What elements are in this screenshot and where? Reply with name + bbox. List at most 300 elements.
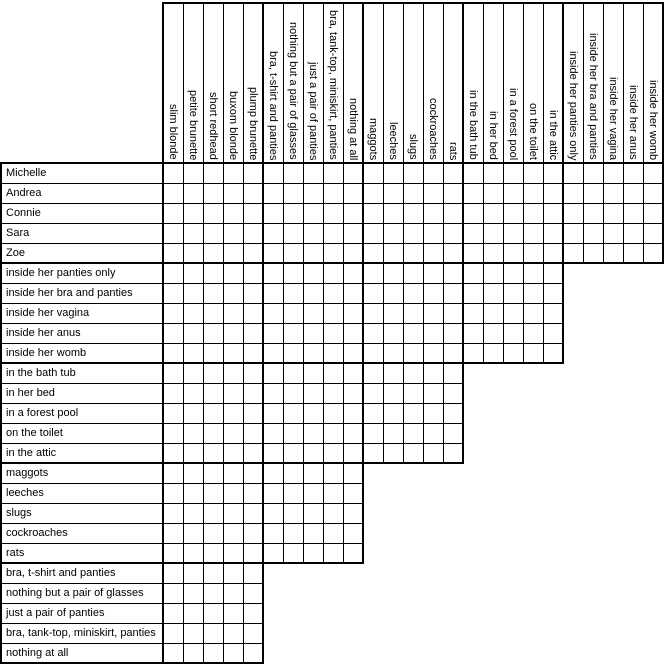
grid-cell[interactable] bbox=[424, 444, 442, 462]
grid-cell[interactable] bbox=[344, 424, 362, 442]
grid-cell[interactable] bbox=[524, 264, 542, 282]
grid-cell[interactable] bbox=[224, 164, 242, 182]
grid-cell[interactable] bbox=[264, 424, 282, 442]
grid-cell[interactable] bbox=[644, 244, 662, 262]
grid-cell[interactable] bbox=[264, 224, 282, 242]
grid-cell[interactable] bbox=[164, 464, 182, 482]
grid-cell[interactable] bbox=[184, 284, 202, 302]
grid-cell[interactable] bbox=[424, 424, 442, 442]
grid-cell[interactable] bbox=[264, 384, 282, 402]
grid-cell[interactable] bbox=[444, 444, 462, 462]
grid-cell[interactable] bbox=[244, 564, 262, 582]
grid-cell[interactable] bbox=[264, 244, 282, 262]
grid-cell[interactable] bbox=[184, 324, 202, 342]
grid-cell[interactable] bbox=[644, 164, 662, 182]
grid-cell[interactable] bbox=[164, 184, 182, 202]
grid-cell[interactable] bbox=[484, 204, 502, 222]
grid-cell[interactable] bbox=[444, 244, 462, 262]
grid-cell[interactable] bbox=[464, 184, 482, 202]
grid-cell[interactable] bbox=[324, 264, 342, 282]
grid-cell[interactable] bbox=[284, 504, 302, 522]
grid-cell[interactable] bbox=[484, 264, 502, 282]
grid-cell[interactable] bbox=[204, 204, 222, 222]
grid-cell[interactable] bbox=[264, 164, 282, 182]
grid-cell[interactable] bbox=[484, 224, 502, 242]
grid-cell[interactable] bbox=[444, 344, 462, 362]
grid-cell[interactable] bbox=[204, 264, 222, 282]
grid-cell[interactable] bbox=[264, 264, 282, 282]
grid-cell[interactable] bbox=[484, 244, 502, 262]
grid-cell[interactable] bbox=[424, 384, 442, 402]
grid-cell[interactable] bbox=[244, 224, 262, 242]
grid-cell[interactable] bbox=[304, 484, 322, 502]
grid-cell[interactable] bbox=[304, 464, 322, 482]
grid-cell[interactable] bbox=[164, 424, 182, 442]
grid-cell[interactable] bbox=[344, 364, 362, 382]
grid-cell[interactable] bbox=[384, 304, 402, 322]
grid-cell[interactable] bbox=[284, 344, 302, 362]
grid-cell[interactable] bbox=[364, 224, 382, 242]
grid-cell[interactable] bbox=[364, 204, 382, 222]
grid-cell[interactable] bbox=[284, 264, 302, 282]
grid-cell[interactable] bbox=[464, 284, 482, 302]
grid-cell[interactable] bbox=[184, 424, 202, 442]
grid-cell[interactable] bbox=[304, 364, 322, 382]
grid-cell[interactable] bbox=[324, 444, 342, 462]
grid-cell[interactable] bbox=[204, 644, 222, 662]
grid-cell[interactable] bbox=[504, 344, 522, 362]
grid-cell[interactable] bbox=[164, 164, 182, 182]
grid-cell[interactable] bbox=[384, 184, 402, 202]
grid-cell[interactable] bbox=[264, 304, 282, 322]
grid-cell[interactable] bbox=[264, 204, 282, 222]
grid-cell[interactable] bbox=[404, 184, 422, 202]
grid-cell[interactable] bbox=[624, 204, 642, 222]
grid-cell[interactable] bbox=[484, 164, 502, 182]
grid-cell[interactable] bbox=[284, 524, 302, 542]
grid-cell[interactable] bbox=[644, 184, 662, 202]
grid-cell[interactable] bbox=[564, 184, 582, 202]
grid-cell[interactable] bbox=[204, 624, 222, 642]
grid-cell[interactable] bbox=[304, 204, 322, 222]
grid-cell[interactable] bbox=[344, 544, 362, 562]
grid-cell[interactable] bbox=[384, 204, 402, 222]
grid-cell[interactable] bbox=[344, 264, 362, 282]
grid-cell[interactable] bbox=[284, 164, 302, 182]
grid-cell[interactable] bbox=[544, 224, 562, 242]
grid-cell[interactable] bbox=[304, 504, 322, 522]
grid-cell[interactable] bbox=[604, 184, 622, 202]
grid-cell[interactable] bbox=[164, 264, 182, 282]
grid-cell[interactable] bbox=[544, 164, 562, 182]
grid-cell[interactable] bbox=[504, 264, 522, 282]
grid-cell[interactable] bbox=[224, 264, 242, 282]
grid-cell[interactable] bbox=[324, 244, 342, 262]
grid-cell[interactable] bbox=[504, 224, 522, 242]
grid-cell[interactable] bbox=[604, 244, 622, 262]
grid-cell[interactable] bbox=[184, 224, 202, 242]
grid-cell[interactable] bbox=[364, 384, 382, 402]
grid-cell[interactable] bbox=[444, 164, 462, 182]
grid-cell[interactable] bbox=[244, 584, 262, 602]
grid-cell[interactable] bbox=[344, 184, 362, 202]
grid-cell[interactable] bbox=[184, 484, 202, 502]
grid-cell[interactable] bbox=[464, 224, 482, 242]
grid-cell[interactable] bbox=[284, 424, 302, 442]
grid-cell[interactable] bbox=[344, 164, 362, 182]
grid-cell[interactable] bbox=[524, 324, 542, 342]
grid-cell[interactable] bbox=[524, 244, 542, 262]
grid-cell[interactable] bbox=[324, 284, 342, 302]
grid-cell[interactable] bbox=[464, 344, 482, 362]
grid-cell[interactable] bbox=[284, 544, 302, 562]
grid-cell[interactable] bbox=[224, 544, 242, 562]
grid-cell[interactable] bbox=[424, 164, 442, 182]
grid-cell[interactable] bbox=[164, 584, 182, 602]
grid-cell[interactable] bbox=[444, 224, 462, 242]
grid-cell[interactable] bbox=[444, 384, 462, 402]
grid-cell[interactable] bbox=[324, 164, 342, 182]
grid-cell[interactable] bbox=[204, 584, 222, 602]
grid-cell[interactable] bbox=[204, 344, 222, 362]
grid-cell[interactable] bbox=[504, 284, 522, 302]
grid-cell[interactable] bbox=[244, 504, 262, 522]
grid-cell[interactable] bbox=[244, 644, 262, 662]
grid-cell[interactable] bbox=[284, 284, 302, 302]
grid-cell[interactable] bbox=[384, 164, 402, 182]
grid-cell[interactable] bbox=[524, 164, 542, 182]
grid-cell[interactable] bbox=[184, 204, 202, 222]
grid-cell[interactable] bbox=[324, 384, 342, 402]
grid-cell[interactable] bbox=[164, 624, 182, 642]
grid-cell[interactable] bbox=[184, 164, 202, 182]
grid-cell[interactable] bbox=[544, 244, 562, 262]
grid-cell[interactable] bbox=[264, 404, 282, 422]
grid-cell[interactable] bbox=[164, 564, 182, 582]
grid-cell[interactable] bbox=[244, 424, 262, 442]
grid-cell[interactable] bbox=[344, 224, 362, 242]
grid-cell[interactable] bbox=[244, 324, 262, 342]
grid-cell[interactable] bbox=[164, 244, 182, 262]
grid-cell[interactable] bbox=[444, 424, 462, 442]
grid-cell[interactable] bbox=[464, 264, 482, 282]
grid-cell[interactable] bbox=[544, 284, 562, 302]
grid-cell[interactable] bbox=[304, 524, 322, 542]
grid-cell[interactable] bbox=[164, 404, 182, 422]
grid-cell[interactable] bbox=[284, 224, 302, 242]
grid-cell[interactable] bbox=[464, 164, 482, 182]
grid-cell[interactable] bbox=[484, 324, 502, 342]
grid-cell[interactable] bbox=[264, 484, 282, 502]
grid-cell[interactable] bbox=[324, 324, 342, 342]
grid-cell[interactable] bbox=[244, 244, 262, 262]
grid-cell[interactable] bbox=[344, 244, 362, 262]
grid-cell[interactable] bbox=[204, 564, 222, 582]
grid-cell[interactable] bbox=[324, 524, 342, 542]
grid-cell[interactable] bbox=[604, 224, 622, 242]
grid-cell[interactable] bbox=[484, 304, 502, 322]
grid-cell[interactable] bbox=[224, 424, 242, 442]
grid-cell[interactable] bbox=[164, 644, 182, 662]
grid-cell[interactable] bbox=[324, 344, 342, 362]
grid-cell[interactable] bbox=[284, 444, 302, 462]
grid-cell[interactable] bbox=[284, 364, 302, 382]
grid-cell[interactable] bbox=[604, 164, 622, 182]
grid-cell[interactable] bbox=[424, 324, 442, 342]
grid-cell[interactable] bbox=[384, 384, 402, 402]
grid-cell[interactable] bbox=[284, 484, 302, 502]
grid-cell[interactable] bbox=[204, 304, 222, 322]
grid-cell[interactable] bbox=[344, 324, 362, 342]
grid-cell[interactable] bbox=[204, 404, 222, 422]
grid-cell[interactable] bbox=[244, 164, 262, 182]
grid-cell[interactable] bbox=[464, 324, 482, 342]
grid-cell[interactable] bbox=[364, 184, 382, 202]
grid-cell[interactable] bbox=[224, 504, 242, 522]
grid-cell[interactable] bbox=[184, 264, 202, 282]
grid-cell[interactable] bbox=[424, 244, 442, 262]
grid-cell[interactable] bbox=[504, 204, 522, 222]
grid-cell[interactable] bbox=[204, 464, 222, 482]
grid-cell[interactable] bbox=[544, 204, 562, 222]
grid-cell[interactable] bbox=[544, 344, 562, 362]
grid-cell[interactable] bbox=[224, 304, 242, 322]
grid-cell[interactable] bbox=[224, 224, 242, 242]
grid-cell[interactable] bbox=[424, 364, 442, 382]
grid-cell[interactable] bbox=[224, 184, 242, 202]
grid-cell[interactable] bbox=[224, 344, 242, 362]
grid-cell[interactable] bbox=[284, 244, 302, 262]
grid-cell[interactable] bbox=[284, 184, 302, 202]
grid-cell[interactable] bbox=[284, 324, 302, 342]
grid-cell[interactable] bbox=[244, 284, 262, 302]
grid-cell[interactable] bbox=[384, 424, 402, 442]
grid-cell[interactable] bbox=[244, 604, 262, 622]
grid-cell[interactable] bbox=[444, 284, 462, 302]
grid-cell[interactable] bbox=[524, 304, 542, 322]
grid-cell[interactable] bbox=[524, 184, 542, 202]
grid-cell[interactable] bbox=[364, 324, 382, 342]
grid-cell[interactable] bbox=[244, 484, 262, 502]
grid-cell[interactable] bbox=[284, 304, 302, 322]
grid-cell[interactable] bbox=[164, 444, 182, 462]
grid-cell[interactable] bbox=[344, 464, 362, 482]
grid-cell[interactable] bbox=[424, 224, 442, 242]
grid-cell[interactable] bbox=[404, 324, 422, 342]
grid-cell[interactable] bbox=[244, 624, 262, 642]
grid-cell[interactable] bbox=[424, 404, 442, 422]
grid-cell[interactable] bbox=[164, 384, 182, 402]
grid-cell[interactable] bbox=[324, 184, 342, 202]
grid-cell[interactable] bbox=[204, 504, 222, 522]
grid-cell[interactable] bbox=[364, 244, 382, 262]
grid-cell[interactable] bbox=[224, 324, 242, 342]
grid-cell[interactable] bbox=[184, 404, 202, 422]
grid-cell[interactable] bbox=[204, 604, 222, 622]
grid-cell[interactable] bbox=[184, 184, 202, 202]
grid-cell[interactable] bbox=[204, 544, 222, 562]
grid-cell[interactable] bbox=[424, 204, 442, 222]
grid-cell[interactable] bbox=[364, 444, 382, 462]
grid-cell[interactable] bbox=[444, 304, 462, 322]
grid-cell[interactable] bbox=[364, 264, 382, 282]
grid-cell[interactable] bbox=[204, 444, 222, 462]
grid-cell[interactable] bbox=[204, 524, 222, 542]
grid-cell[interactable] bbox=[344, 444, 362, 462]
grid-cell[interactable] bbox=[184, 644, 202, 662]
grid-cell[interactable] bbox=[164, 284, 182, 302]
grid-cell[interactable] bbox=[244, 364, 262, 382]
grid-cell[interactable] bbox=[404, 384, 422, 402]
grid-cell[interactable] bbox=[644, 224, 662, 242]
grid-cell[interactable] bbox=[224, 524, 242, 542]
grid-cell[interactable] bbox=[524, 224, 542, 242]
grid-cell[interactable] bbox=[284, 204, 302, 222]
grid-cell[interactable] bbox=[244, 344, 262, 362]
grid-cell[interactable] bbox=[364, 404, 382, 422]
grid-cell[interactable] bbox=[544, 184, 562, 202]
grid-cell[interactable] bbox=[304, 404, 322, 422]
grid-cell[interactable] bbox=[164, 364, 182, 382]
grid-cell[interactable] bbox=[544, 264, 562, 282]
grid-cell[interactable] bbox=[364, 304, 382, 322]
grid-cell[interactable] bbox=[444, 264, 462, 282]
grid-cell[interactable] bbox=[584, 204, 602, 222]
grid-cell[interactable] bbox=[184, 524, 202, 542]
grid-cell[interactable] bbox=[184, 464, 202, 482]
grid-cell[interactable] bbox=[204, 424, 222, 442]
grid-cell[interactable] bbox=[164, 204, 182, 222]
grid-cell[interactable] bbox=[264, 324, 282, 342]
grid-cell[interactable] bbox=[264, 444, 282, 462]
grid-cell[interactable] bbox=[324, 404, 342, 422]
grid-cell[interactable] bbox=[344, 504, 362, 522]
grid-cell[interactable] bbox=[404, 264, 422, 282]
grid-cell[interactable] bbox=[164, 224, 182, 242]
grid-cell[interactable] bbox=[164, 344, 182, 362]
grid-cell[interactable] bbox=[484, 284, 502, 302]
grid-cell[interactable] bbox=[504, 324, 522, 342]
grid-cell[interactable] bbox=[424, 264, 442, 282]
grid-cell[interactable] bbox=[224, 624, 242, 642]
grid-cell[interactable] bbox=[164, 524, 182, 542]
grid-cell[interactable] bbox=[484, 184, 502, 202]
grid-cell[interactable] bbox=[324, 504, 342, 522]
grid-cell[interactable] bbox=[224, 284, 242, 302]
grid-cell[interactable] bbox=[364, 284, 382, 302]
grid-cell[interactable] bbox=[404, 204, 422, 222]
grid-cell[interactable] bbox=[164, 504, 182, 522]
grid-cell[interactable] bbox=[484, 344, 502, 362]
grid-cell[interactable] bbox=[304, 384, 322, 402]
grid-cell[interactable] bbox=[264, 184, 282, 202]
grid-cell[interactable] bbox=[464, 244, 482, 262]
grid-cell[interactable] bbox=[444, 404, 462, 422]
grid-cell[interactable] bbox=[324, 304, 342, 322]
grid-cell[interactable] bbox=[264, 504, 282, 522]
grid-cell[interactable] bbox=[224, 564, 242, 582]
grid-cell[interactable] bbox=[224, 644, 242, 662]
grid-cell[interactable] bbox=[184, 544, 202, 562]
grid-cell[interactable] bbox=[624, 184, 642, 202]
grid-cell[interactable] bbox=[224, 404, 242, 422]
grid-cell[interactable] bbox=[184, 584, 202, 602]
grid-cell[interactable] bbox=[204, 284, 222, 302]
grid-cell[interactable] bbox=[204, 224, 222, 242]
grid-cell[interactable] bbox=[184, 504, 202, 522]
grid-cell[interactable] bbox=[244, 204, 262, 222]
grid-cell[interactable] bbox=[524, 204, 542, 222]
grid-cell[interactable] bbox=[184, 624, 202, 642]
grid-cell[interactable] bbox=[404, 304, 422, 322]
grid-cell[interactable] bbox=[404, 344, 422, 362]
grid-cell[interactable] bbox=[404, 244, 422, 262]
grid-cell[interactable] bbox=[524, 344, 542, 362]
grid-cell[interactable] bbox=[184, 444, 202, 462]
grid-cell[interactable] bbox=[244, 304, 262, 322]
grid-cell[interactable] bbox=[324, 484, 342, 502]
grid-cell[interactable] bbox=[304, 284, 322, 302]
grid-cell[interactable] bbox=[344, 404, 362, 422]
grid-cell[interactable] bbox=[344, 304, 362, 322]
grid-cell[interactable] bbox=[304, 304, 322, 322]
grid-cell[interactable] bbox=[384, 244, 402, 262]
grid-cell[interactable] bbox=[404, 224, 422, 242]
grid-cell[interactable] bbox=[244, 184, 262, 202]
grid-cell[interactable] bbox=[284, 464, 302, 482]
grid-cell[interactable] bbox=[404, 164, 422, 182]
grid-cell[interactable] bbox=[384, 344, 402, 362]
grid-cell[interactable] bbox=[544, 304, 562, 322]
grid-cell[interactable] bbox=[384, 264, 402, 282]
grid-cell[interactable] bbox=[444, 184, 462, 202]
grid-cell[interactable] bbox=[304, 224, 322, 242]
grid-cell[interactable] bbox=[184, 344, 202, 362]
grid-cell[interactable] bbox=[304, 344, 322, 362]
grid-cell[interactable] bbox=[384, 224, 402, 242]
grid-cell[interactable] bbox=[204, 484, 222, 502]
grid-cell[interactable] bbox=[304, 544, 322, 562]
grid-cell[interactable] bbox=[224, 464, 242, 482]
grid-cell[interactable] bbox=[224, 204, 242, 222]
grid-cell[interactable] bbox=[304, 164, 322, 182]
grid-cell[interactable] bbox=[264, 344, 282, 362]
grid-cell[interactable] bbox=[244, 544, 262, 562]
grid-cell[interactable] bbox=[164, 304, 182, 322]
grid-cell[interactable] bbox=[224, 384, 242, 402]
grid-cell[interactable] bbox=[364, 364, 382, 382]
grid-cell[interactable] bbox=[284, 384, 302, 402]
grid-cell[interactable] bbox=[224, 364, 242, 382]
grid-cell[interactable] bbox=[364, 424, 382, 442]
grid-cell[interactable] bbox=[504, 164, 522, 182]
grid-cell[interactable] bbox=[524, 284, 542, 302]
grid-cell[interactable] bbox=[444, 364, 462, 382]
grid-cell[interactable] bbox=[544, 324, 562, 342]
grid-cell[interactable] bbox=[564, 244, 582, 262]
grid-cell[interactable] bbox=[424, 184, 442, 202]
grid-cell[interactable] bbox=[304, 184, 322, 202]
grid-cell[interactable] bbox=[564, 224, 582, 242]
grid-cell[interactable] bbox=[324, 364, 342, 382]
grid-cell[interactable] bbox=[624, 244, 642, 262]
grid-cell[interactable] bbox=[204, 364, 222, 382]
grid-cell[interactable] bbox=[224, 444, 242, 462]
grid-cell[interactable] bbox=[244, 384, 262, 402]
grid-cell[interactable] bbox=[224, 484, 242, 502]
grid-cell[interactable] bbox=[464, 204, 482, 222]
grid-cell[interactable] bbox=[404, 424, 422, 442]
